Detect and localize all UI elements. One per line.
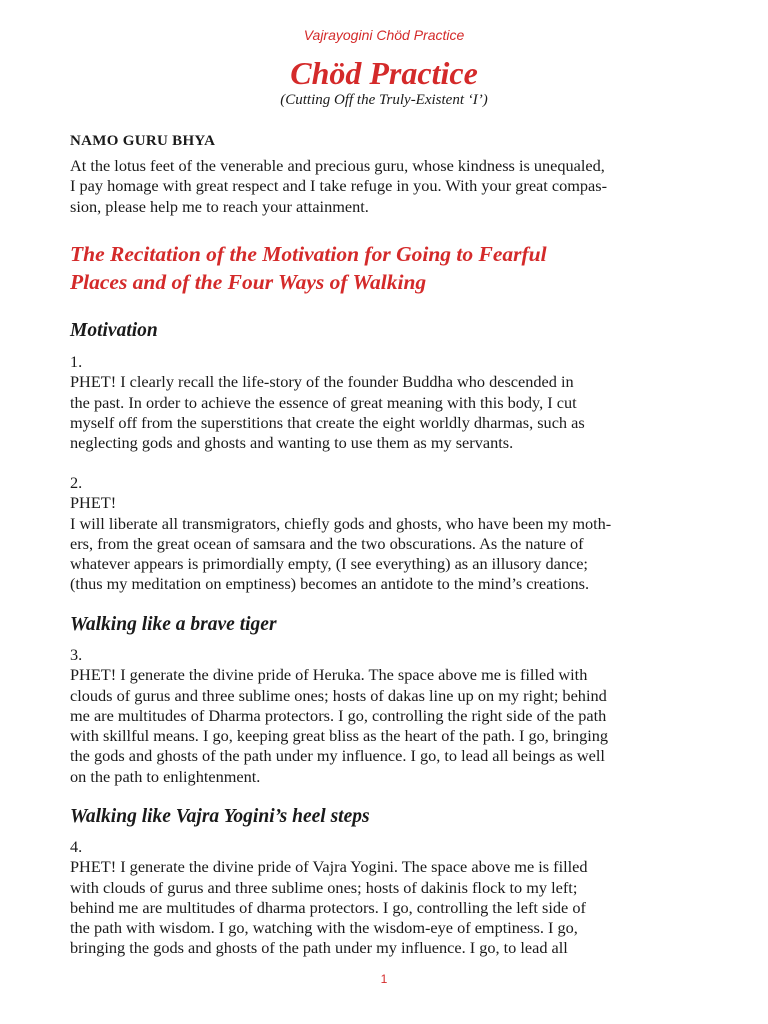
item-line: behind me are multitudes of dharma protectors. I go, controlling the left side of	[70, 897, 586, 917]
item-line: PHET! I generate the divine pride of Heruka. The space above me is filled with	[70, 665, 588, 685]
item-number: 1.	[70, 352, 83, 371]
item-line: I will liberate all transmigrators, chiefly gods and ghosts, who have been my moth-	[70, 513, 612, 533]
item-line: neglecting gods and ghosts and wanting to use them as my servants.	[70, 433, 514, 453]
page-title: Chöd Practice	[290, 55, 478, 91]
running-head: Vajrayogini Chöd Practice	[303, 27, 465, 43]
item-number: 4.	[70, 837, 83, 856]
item-line: the path with wisdom. I go, watching with the wisdom-eye of emptiness. I go,	[70, 918, 578, 938]
item-line: with skillful means. I go, keeping great bliss as the heart of the path. I go, bringing	[70, 726, 609, 746]
homage-paragraph	[70, 156, 702, 217]
tiger-heading: Walking like a brave tiger	[70, 614, 277, 635]
item-line: with clouds of gurus and three sublime ones; hosts of dakinis flock to my left;	[70, 877, 578, 897]
item-phet: PHET!	[70, 493, 117, 513]
homage-line: sion, please help me to reach your attainment.	[70, 196, 369, 216]
item-line: the gods and ghosts of the path under my influence. I go, to lead all beings as well	[70, 746, 605, 766]
item-line: (thus my meditation on emptiness) becomes an antidote to the mind’s creations.	[70, 574, 590, 594]
tiger-item	[70, 645, 702, 787]
section-title	[70, 240, 710, 296]
motivation-heading: Motivation	[70, 320, 158, 341]
item-line: me are multitudes of Dharma protectors. I go, controlling the right side of the path	[70, 705, 607, 725]
item-line: ers, from the great ocean of samsara and the two obscurations. As the nature of	[70, 533, 584, 553]
motivation-item-1	[70, 352, 702, 453]
item-line: the past. In order to achieve the essence of great meaning with this body, I cut	[70, 392, 577, 412]
item-line: myself off from the superstitions that create the eight worldly dharmas, such as	[70, 412, 585, 432]
page-subtitle: (Cutting Off the Truly-Existent ‘I’)	[280, 92, 488, 108]
item-line: PHET! I generate the divine pride of Vajra Yogini. The space above me is filled	[70, 857, 588, 877]
page-number: 1	[380, 972, 388, 986]
item-line: clouds of gurus and three sublime ones; hosts of dakas line up on my right; behind	[70, 685, 607, 705]
item-line: whatever appears is primordially empty, (I see everything) as an illusory dance;	[70, 554, 588, 574]
item-number: 2.	[70, 473, 83, 492]
item-line: bringing the gods and ghosts of the path under my influence. I go, to lead all	[70, 938, 568, 958]
heel-heading: Walking like Vajra Yogini’s heel steps	[70, 806, 370, 827]
item-line: PHET! I clearly recall the life-story of the founder Buddha who descended in	[70, 372, 574, 392]
section-title-line: Places and of the Four Ways of Walking	[70, 270, 427, 294]
homage-line: At the lotus feet of the venerable and precious guru, whose kindness is unequaled,	[70, 156, 605, 175]
motivation-item-2	[70, 473, 702, 595]
namo-heading: NAMO GURU BHYA	[70, 133, 216, 149]
item-number: 3.	[70, 645, 83, 664]
section-title-line: The Recitation of the Motivation for Going to Fearful	[70, 242, 547, 266]
item-line: on the path to enlightenment.	[70, 766, 261, 786]
heel-item	[70, 837, 702, 959]
homage-line: I pay homage with great respect and I take refuge in you. With your great compas-	[70, 176, 608, 196]
